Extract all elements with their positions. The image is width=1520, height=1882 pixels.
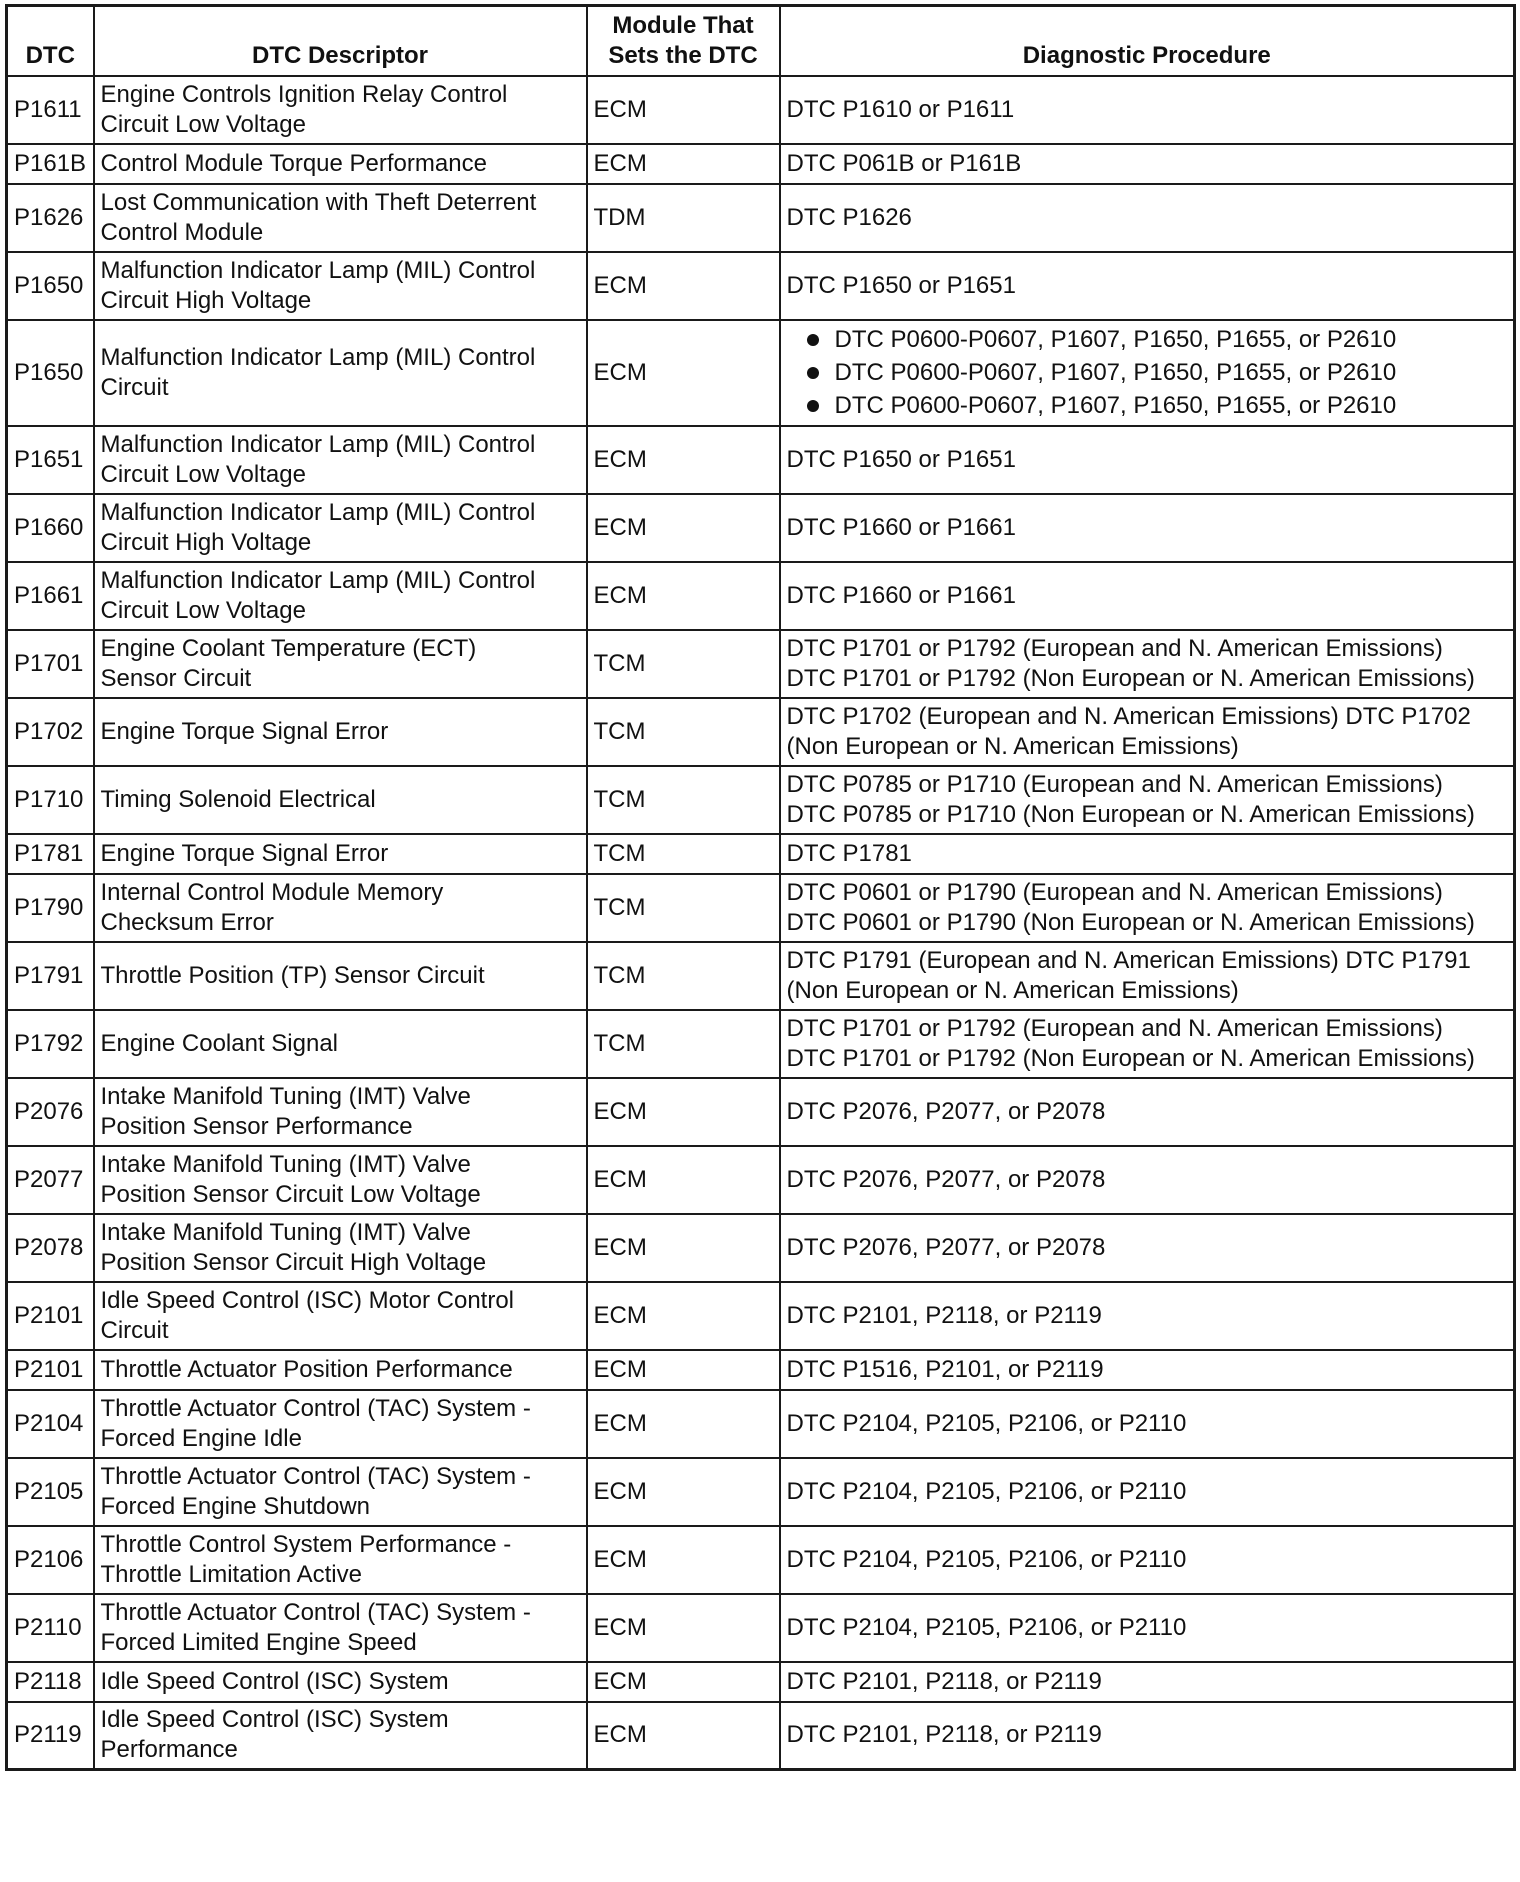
descriptor-line: Control Module Torque Performance	[100, 149, 487, 177]
cell-dtc-code: P1661	[7, 562, 94, 630]
cell-descriptor	[94, 252, 587, 320]
procedure-bullet-text: DTC P0600-P0607, P1607, P1650, P1655, or P2610	[834, 326, 1397, 353]
cell-diagnostic-procedure	[780, 1010, 1515, 1078]
cell-dtc-code: P1651	[7, 426, 94, 494]
procedure-line: DTC P1626	[786, 203, 912, 231]
procedure-line: (Non European or N. American Emissions)	[786, 732, 1239, 760]
table-row	[7, 1214, 1515, 1282]
table-row	[7, 426, 1515, 494]
cell-diagnostic-procedure	[780, 320, 1515, 426]
cell-diagnostic-procedure	[780, 1146, 1515, 1214]
descriptor-line: Intake Manifold Tuning (IMT) Valve	[100, 1150, 471, 1178]
cell-module: ECM	[587, 562, 780, 630]
cell-descriptor	[94, 1010, 587, 1078]
procedure-line: DTC P061B or P161B	[786, 149, 1022, 177]
cell-descriptor	[94, 834, 587, 874]
descriptor-line: Position Sensor Performance	[100, 1112, 413, 1140]
cell-diagnostic-procedure	[780, 1702, 1515, 1770]
cell-descriptor	[94, 1282, 587, 1350]
cell-descriptor	[94, 1078, 587, 1146]
cell-module: ECM	[587, 1282, 780, 1350]
cell-descriptor	[94, 766, 587, 834]
procedure-line: DTC P0601 or P1790 (European and N. American Emissions)	[786, 878, 1443, 906]
cell-dtc-code: P1710	[7, 766, 94, 834]
cell-descriptor	[94, 426, 587, 494]
cell-descriptor	[94, 1702, 587, 1770]
table-row	[7, 1702, 1515, 1770]
procedure-line: DTC P1650 or P1651	[786, 271, 1016, 299]
header-procedure: Diagnostic Procedure	[780, 6, 1515, 76]
descriptor-line: Throttle Actuator Position Performance	[100, 1355, 513, 1383]
descriptor-line: Forced Engine Idle	[100, 1424, 302, 1452]
cell-diagnostic-procedure	[780, 1458, 1515, 1526]
procedure-line: DTC P0785 or P1710 (Non European or N. American Emissions)	[786, 800, 1475, 828]
table-row	[7, 874, 1515, 942]
cell-module: ECM	[587, 1458, 780, 1526]
procedure-line: DTC P1701 or P1792 (Non European or N. American Emissions)	[786, 664, 1475, 692]
cell-dtc-code: P1611	[7, 76, 94, 144]
table-row	[7, 1594, 1515, 1662]
procedure-line: DTC P2076, P2077, or P2078	[786, 1165, 1106, 1193]
descriptor-line: Malfunction Indicator Lamp (MIL) Control	[100, 343, 536, 371]
cell-diagnostic-procedure	[780, 1594, 1515, 1662]
cell-diagnostic-procedure	[780, 698, 1515, 766]
procedure-line: DTC P1701 or P1792 (European and N. American Emissions)	[786, 1014, 1443, 1042]
header-dtc: DTC	[7, 6, 94, 76]
procedure-line: DTC P1791 (European and N. American Emissions) DTC P1791	[786, 946, 1471, 974]
cell-module: ECM	[587, 1214, 780, 1282]
cell-dtc-code: P161B	[7, 144, 94, 184]
cell-descriptor	[94, 494, 587, 562]
cell-module: TCM	[587, 1010, 780, 1078]
cell-diagnostic-procedure	[780, 494, 1515, 562]
cell-descriptor	[94, 698, 587, 766]
descriptor-line: Malfunction Indicator Lamp (MIL) Control	[100, 566, 536, 594]
descriptor-line: Throttle Control System Performance -	[100, 1530, 512, 1558]
descriptor-line: Engine Coolant Signal	[100, 1029, 339, 1057]
procedure-bullet-item	[805, 356, 1508, 389]
cell-descriptor	[94, 1350, 587, 1390]
cell-dtc-code: P1791	[7, 942, 94, 1010]
procedure-line: DTC P2104, P2105, P2106, or P2110	[786, 1477, 1187, 1505]
descriptor-line: Malfunction Indicator Lamp (MIL) Control	[100, 256, 536, 284]
cell-module: TCM	[587, 630, 780, 698]
header-module-line1: Module That	[612, 11, 754, 39]
cell-module: TCM	[587, 874, 780, 942]
cell-diagnostic-procedure	[780, 1390, 1515, 1458]
cell-dtc-code: P2106	[7, 1526, 94, 1594]
cell-descriptor	[94, 184, 587, 252]
cell-diagnostic-procedure	[780, 766, 1515, 834]
cell-module: ECM	[587, 144, 780, 184]
descriptor-line: Circuit	[100, 373, 169, 401]
cell-module: ECM	[587, 1526, 780, 1594]
descriptor-line: Circuit Low Voltage	[100, 110, 306, 138]
cell-descriptor	[94, 1458, 587, 1526]
descriptor-line: Idle Speed Control (ISC) Motor Control	[100, 1286, 515, 1314]
cell-dtc-code: P1626	[7, 184, 94, 252]
cell-diagnostic-procedure	[780, 562, 1515, 630]
dtc-table-page	[5, 4, 1513, 1771]
header-module	[587, 6, 780, 76]
cell-diagnostic-procedure	[780, 942, 1515, 1010]
table-row	[7, 1078, 1515, 1146]
cell-diagnostic-procedure	[780, 252, 1515, 320]
procedure-line: (Non European or N. American Emissions)	[786, 976, 1239, 1004]
descriptor-line: Throttle Position (TP) Sensor Circuit	[100, 961, 485, 989]
cell-module: ECM	[587, 252, 780, 320]
cell-descriptor	[94, 1594, 587, 1662]
cell-diagnostic-procedure	[780, 1526, 1515, 1594]
procedure-line: DTC P2076, P2077, or P2078	[786, 1097, 1106, 1125]
cell-diagnostic-procedure	[780, 184, 1515, 252]
cell-descriptor	[94, 1214, 587, 1282]
cell-dtc-code: P1701	[7, 630, 94, 698]
table-row	[7, 698, 1515, 766]
cell-diagnostic-procedure	[780, 1662, 1515, 1702]
procedure-line: DTC P2101, P2118, or P2119	[786, 1721, 1102, 1749]
descriptor-line: Internal Control Module Memory	[100, 878, 444, 906]
descriptor-line: Malfunction Indicator Lamp (MIL) Control	[100, 498, 536, 526]
table-header-row	[7, 6, 1515, 76]
table-row	[7, 252, 1515, 320]
cell-module: TDM	[587, 184, 780, 252]
procedure-bullet-item	[805, 389, 1508, 422]
table-row	[7, 144, 1515, 184]
cell-descriptor	[94, 1146, 587, 1214]
cell-descriptor	[94, 1526, 587, 1594]
cell-diagnostic-procedure	[780, 834, 1515, 874]
table-row	[7, 494, 1515, 562]
procedure-line: DTC P2076, P2077, or P2078	[786, 1233, 1106, 1261]
cell-diagnostic-procedure	[780, 144, 1515, 184]
procedure-bullet-text: DTC P0600-P0607, P1607, P1650, P1655, or P2610	[834, 392, 1397, 419]
descriptor-line: Sensor Circuit	[100, 664, 252, 692]
descriptor-line: Circuit High Voltage	[100, 528, 312, 556]
header-descriptor: DTC Descriptor	[94, 6, 587, 76]
procedure-line: DTC P1702 (European and N. American Emissions) DTC P1702	[786, 702, 1471, 730]
procedure-line: DTC P2101, P2118, or P2119	[786, 1301, 1102, 1329]
table-row	[7, 562, 1515, 630]
cell-dtc-code: P1702	[7, 698, 94, 766]
bullet-dot-icon	[807, 334, 819, 346]
procedure-bullet-text: DTC P0600-P0607, P1607, P1650, P1655, or P2610	[834, 359, 1397, 386]
cell-descriptor	[94, 320, 587, 426]
descriptor-line: Circuit Low Voltage	[100, 460, 306, 488]
descriptor-line: Engine Torque Signal Error	[100, 839, 389, 867]
descriptor-line: Control Module	[100, 218, 264, 246]
cell-module: ECM	[587, 426, 780, 494]
descriptor-line: Position Sensor Circuit Low Voltage	[100, 1180, 481, 1208]
table-row	[7, 1390, 1515, 1458]
procedure-line: DTC P0601 or P1790 (Non European or N. American Emissions)	[786, 908, 1475, 936]
table-row	[7, 942, 1515, 1010]
header-module-line2: Sets the DTC	[608, 41, 758, 69]
cell-diagnostic-procedure	[780, 874, 1515, 942]
table-row	[7, 1282, 1515, 1350]
cell-module: TCM	[587, 766, 780, 834]
table-row	[7, 766, 1515, 834]
procedure-line: DTC P2104, P2105, P2106, or P2110	[786, 1409, 1187, 1437]
descriptor-line: Malfunction Indicator Lamp (MIL) Control	[100, 430, 536, 458]
descriptor-line: Position Sensor Circuit High Voltage	[100, 1248, 487, 1276]
cell-module: TCM	[587, 834, 780, 874]
procedure-line: DTC P1660 or P1661	[786, 513, 1016, 541]
table-row	[7, 630, 1515, 698]
descriptor-line: Circuit High Voltage	[100, 286, 312, 314]
cell-module: ECM	[587, 1662, 780, 1702]
table-row	[7, 320, 1515, 426]
descriptor-line: Throttle Limitation Active	[100, 1560, 362, 1588]
cell-module: ECM	[587, 1146, 780, 1214]
descriptor-line: Circuit Low Voltage	[100, 596, 306, 624]
descriptor-line: Throttle Actuator Control (TAC) System -	[100, 1394, 531, 1422]
descriptor-line: Idle Speed Control (ISC) System	[100, 1667, 449, 1695]
descriptor-line: Engine Controls Ignition Relay Control	[100, 80, 508, 108]
cell-descriptor	[94, 562, 587, 630]
cell-descriptor	[94, 76, 587, 144]
descriptor-line: Engine Torque Signal Error	[100, 717, 389, 745]
cell-module: ECM	[587, 494, 780, 562]
descriptor-line: Engine Coolant Temperature (ECT)	[100, 634, 477, 662]
cell-descriptor	[94, 874, 587, 942]
cell-dtc-code: P2077	[7, 1146, 94, 1214]
cell-module: ECM	[587, 1350, 780, 1390]
procedure-line: DTC P1650 or P1651	[786, 445, 1016, 473]
cell-dtc-code: P1781	[7, 834, 94, 874]
cell-module: ECM	[587, 1390, 780, 1458]
cell-dtc-code: P2078	[7, 1214, 94, 1282]
cell-dtc-code: P1790	[7, 874, 94, 942]
table-row	[7, 1458, 1515, 1526]
procedure-line: DTC P1610 or P1611	[786, 95, 1015, 123]
cell-dtc-code: P2076	[7, 1078, 94, 1146]
cell-descriptor	[94, 942, 587, 1010]
cell-diagnostic-procedure	[780, 1214, 1515, 1282]
table-row	[7, 834, 1515, 874]
cell-module: ECM	[587, 320, 780, 426]
table-row	[7, 1526, 1515, 1594]
cell-dtc-code: P1660	[7, 494, 94, 562]
table-row	[7, 76, 1515, 144]
procedure-line: DTC P1701 or P1792 (European and N. American Emissions)	[786, 634, 1443, 662]
cell-descriptor	[94, 1390, 587, 1458]
cell-dtc-code: P2101	[7, 1350, 94, 1390]
descriptor-line: Checksum Error	[100, 908, 274, 936]
cell-module: ECM	[587, 1078, 780, 1146]
table-row	[7, 1146, 1515, 1214]
cell-module: ECM	[587, 1594, 780, 1662]
procedure-line: DTC P2104, P2105, P2106, or P2110	[786, 1545, 1187, 1573]
procedure-line: DTC P1781	[786, 839, 912, 867]
cell-module: TCM	[587, 698, 780, 766]
cell-diagnostic-procedure	[780, 1282, 1515, 1350]
cell-diagnostic-procedure	[780, 1350, 1515, 1390]
table-row	[7, 1662, 1515, 1702]
descriptor-line: Circuit	[100, 1316, 169, 1344]
descriptor-line: Forced Limited Engine Speed	[100, 1628, 417, 1656]
cell-descriptor	[94, 1662, 587, 1702]
cell-diagnostic-procedure	[780, 1078, 1515, 1146]
cell-diagnostic-procedure	[780, 76, 1515, 144]
descriptor-line: Intake Manifold Tuning (IMT) Valve	[100, 1082, 471, 1110]
descriptor-line: Throttle Actuator Control (TAC) System -	[100, 1462, 531, 1490]
procedure-bullet-list	[787, 323, 1508, 422]
cell-module: TCM	[587, 942, 780, 1010]
cell-module: ECM	[587, 1702, 780, 1770]
cell-dtc-code: P2105	[7, 1458, 94, 1526]
descriptor-line: Performance	[100, 1736, 238, 1764]
descriptor-line: Forced Engine Shutdown	[100, 1492, 371, 1520]
cell-dtc-code: P1792	[7, 1010, 94, 1078]
descriptor-line: Timing Solenoid Electrical	[100, 785, 376, 813]
cell-dtc-code: P1650	[7, 252, 94, 320]
cell-dtc-code: P1650	[7, 320, 94, 426]
procedure-line: DTC P2101, P2118, or P2119	[786, 1667, 1102, 1695]
procedure-line: DTC P1516, P2101, or P2119	[786, 1355, 1104, 1383]
cell-dtc-code: P2104	[7, 1390, 94, 1458]
table-row	[7, 184, 1515, 252]
procedure-line: DTC P1660 or P1661	[786, 581, 1016, 609]
cell-module: ECM	[587, 76, 780, 144]
cell-diagnostic-procedure	[780, 630, 1515, 698]
table-row	[7, 1350, 1515, 1390]
descriptor-line: Intake Manifold Tuning (IMT) Valve	[100, 1218, 471, 1246]
cell-dtc-code: P2110	[7, 1594, 94, 1662]
cell-dtc-code: P2118	[7, 1662, 94, 1702]
cell-descriptor	[94, 630, 587, 698]
descriptor-line: Lost Communication with Theft Deterrent	[100, 188, 537, 216]
descriptor-line: Throttle Actuator Control (TAC) System -	[100, 1598, 531, 1626]
procedure-line: DTC P1701 or P1792 (Non European or N. American Emissions)	[786, 1044, 1475, 1072]
descriptor-line: Idle Speed Control (ISC) System	[100, 1706, 449, 1734]
bullet-dot-icon	[807, 400, 819, 412]
table-body	[7, 76, 1515, 1770]
procedure-line: DTC P0785 or P1710 (European and N. American Emissions)	[786, 770, 1443, 798]
bullet-dot-icon	[807, 367, 819, 379]
cell-dtc-code: P2101	[7, 1282, 94, 1350]
cell-dtc-code: P2119	[7, 1702, 94, 1770]
cell-descriptor	[94, 144, 587, 184]
procedure-bullet-item	[805, 323, 1508, 356]
dtc-table	[5, 4, 1516, 1771]
table-row	[7, 1010, 1515, 1078]
procedure-line: DTC P2104, P2105, P2106, or P2110	[786, 1613, 1187, 1641]
cell-diagnostic-procedure	[780, 426, 1515, 494]
